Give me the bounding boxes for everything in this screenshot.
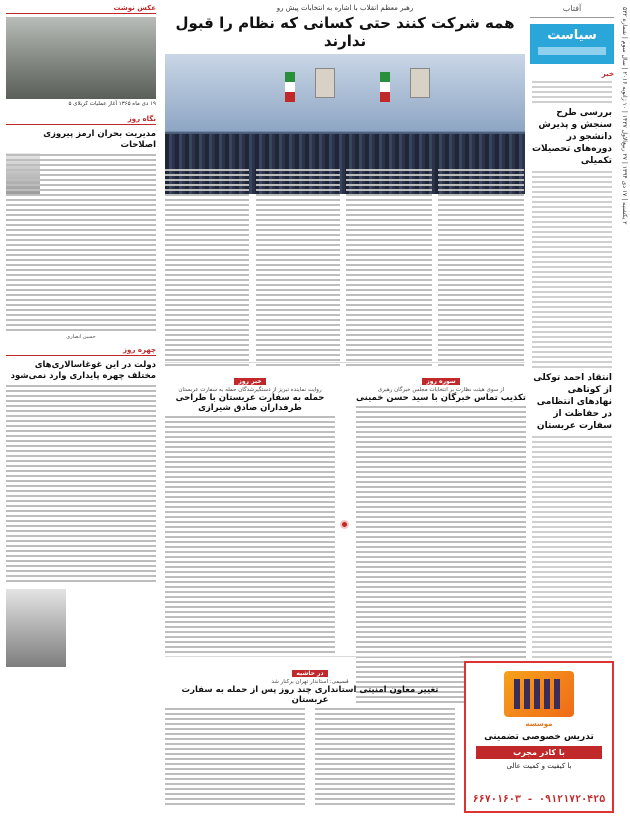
story-embassy [165,368,335,656]
separator-dot [340,520,349,529]
rail-text-block-1 [530,81,614,103]
face-body [6,385,156,582]
rail-news-tag: خبر [601,70,614,78]
tutoring-ad[interactable] [464,661,614,813]
rail-text-block-2 [530,171,614,368]
story1-headline[interactable]: حمله به سفارت عربستان با طراحی طرفداران صادق شیرازی [175,393,325,413]
ad-band: با کادر مجرب [476,746,602,759]
opinion-body [6,154,156,331]
divider-2 [165,656,460,657]
ad-phone[interactable]: ۰۹۱۲۱۷۲۰۴۲۵ - ۶۶۷۰۱۶۰۳ [472,794,606,805]
lead-headline[interactable]: همه شرکت کنند حتی کسانی که نظام را قبول ندارند [175,14,515,50]
story3-kicker: قسیمی: استاندار تهران برکنار شد [271,679,349,685]
page-info-strip: ۲ یکشنبه | ۱۷ دی ۱۳۹۴ | ۲۷ ربیع‌الاول ۱۴۳۷ | ۱۰ ژانویه ۲۰۱۶ | سال سوم | شماره ۵۳۲ [621,6,628,224]
story1-kicker: روایت نماینده تبریز از دستگیرشدگان حمله به سفارت عربستان [178,387,322,393]
section-banner [530,24,614,64]
banner-subbar [538,47,606,55]
rail-headline-1[interactable]: بررسی طرح سنجش و پذیرش دانشجو در دوره‌های تحصیلات تکمیلی [532,108,612,166]
lead-col-4 [165,166,249,369]
lead-col-3 [256,166,340,369]
story2-tag: سوره روز [422,378,459,385]
story2-kicker: از سوی هیئت نظارت بر انتخابات مجلس خبرگان رهبری [377,387,505,393]
section-title: سیاست [547,28,597,43]
ad-brand: موسسه [525,720,553,728]
portrait-left [315,68,335,98]
lead-col-2 [346,166,432,369]
archive-photo [6,17,156,99]
rail-headline-2[interactable]: انتقاد احمد توکلی از کوتاهی نهادهای انتظامی در حفاظت از سفارت عربستان [533,373,612,431]
author-caption: حسین انصاری [66,334,96,340]
photo-section-title: عکس نوشت [6,4,156,14]
ad-title: تدریس خصوصی تضمینی [484,732,594,742]
story2-headline[interactable]: تکذیب تماس خبرگان با سید حسن خمینی [356,393,526,403]
minister-photo [6,589,66,667]
archive-photo-caption: ۱۹ دی ماه ۱۳۶۵ آغاز عملیات کربلای ۵ [68,101,156,107]
flag-right [380,72,390,102]
lead-kicker: رهبر معظم انقلاب با اشاره به انتخابات پیش رو [276,4,414,12]
story3-headline[interactable]: تغییر معاون امنیتی استانداری چند روز پس از حمله به سفارت عربستان [181,685,439,705]
story3-tag: در حاشیه [292,670,327,677]
lead-col-1 [438,166,524,369]
flag-left [285,72,295,102]
section-opinion: نگاه روز [6,115,156,125]
section-face: چهره روز [6,346,156,356]
story1-body [165,416,335,653]
story3-body-2 [315,705,455,808]
story2-body [356,406,526,703]
divider-1 [165,362,525,363]
story-deputy [165,660,455,808]
ad-line: با کیفیت و کمیت عالی [506,762,572,770]
face-headline[interactable]: دولت در این غوغاسالاری‌های مختلف چهره پایداری وارد نمی‌شود [10,360,156,381]
opinion-headline[interactable]: مدیریت بحران ارمز پیروزی اصلاحات [43,129,156,150]
rail-logo: آفتاب [530,4,614,18]
portrait-right [410,68,430,98]
rail-text-block-3 [530,436,614,658]
left-column [6,4,156,667]
story3-body [165,705,305,808]
ad-logo-icon [504,671,574,717]
news-tag: خبر روز [234,378,265,385]
